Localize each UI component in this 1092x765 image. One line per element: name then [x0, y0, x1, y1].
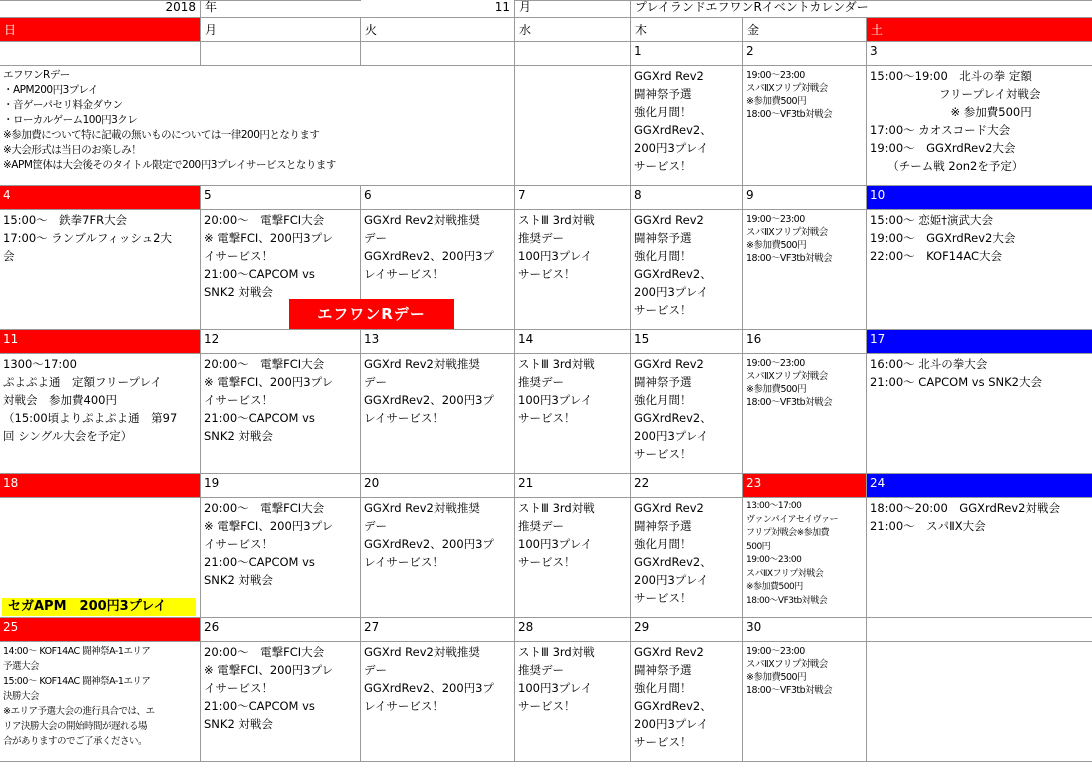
- event-cell-fri[interactable]: 19:00～23:00 スパⅡXフリプ対戦会 ※参加費500円 18:00～VF3tb対戦会: [743, 354, 867, 474]
- date-number[interactable]: 18: [0, 474, 201, 498]
- date-number[interactable]: 11: [0, 330, 201, 354]
- event-cell-sat[interactable]: 18:00～20:00 GGXrdRev2対戦会 21:00～ スパⅡX大会: [867, 498, 1092, 618]
- weekday-sat[interactable]: 土: [867, 18, 1092, 42]
- event-notice-cell[interactable]: エフワンRデー ・APM200円3プレイ ・音ゲーパセリ料金ダウン ・ローカルゲーム100円3クレ ※参加費について特に記載の無いものについては一律200円となります ※大会形式は当日のお楽しみ！ ※APM筐体は大会後そのタイトル限定で200円3プレイサービスとなります: [0, 66, 515, 186]
- event-cell-sun[interactable]: 14:00～ KOF14AC 闘神祭A-1エリア 予選大会 15:00～ KOF14AC 闘神祭A-1エリア 決勝大会 ※エリア予選大会の進行具合では、エ リア決勝大会の開始時間が遅れる場 合がありますのでご了承ください。: [0, 642, 201, 762]
- empty-cell[interactable]: [201, 42, 361, 66]
- event-cell-tue[interactable]: GGXrd Rev2対戦推奨 デー GGXrdRev2、200円3プ レイサービス！: [361, 642, 515, 762]
- event-cell-sat[interactable]: 16:00～ 北斗の拳大会 21:00～ CAPCOM vs SNK2大会: [867, 354, 1092, 474]
- event-cell-tue[interactable]: GGXrd Rev2対戦推奨 デー GGXrdRev2、200円3プ レイサービス！: [361, 210, 515, 330]
- date-number[interactable]: 9: [743, 186, 867, 210]
- year-unit-cell[interactable]: 年: [201, 0, 515, 18]
- event-cell-tue[interactable]: GGXrd Rev2対戦推奨 デー GGXrdRev2、200円3プ レイサービス！: [361, 354, 515, 474]
- event-cell-mon[interactable]: 20:00～ 電撃FCI大会 ※ 電撃FCI、200円3プレ イサービス！ 21:00～CAPCOM vs SNK2 対戦会: [201, 498, 361, 618]
- event-cell-tue[interactable]: GGXrd Rev2対戦推奨 デー GGXrdRev2、200円3プ レイサービス！: [361, 498, 515, 618]
- event-cell-sun[interactable]: 1300～17:00 ぷよぷよ通 定額フリープレイ 対戦会 参加費400円 （15:00頃よりぷよぷよ通 第97 回 シングル大会を予定）: [0, 354, 201, 474]
- date-number[interactable]: 2: [743, 42, 867, 66]
- date-number[interactable]: 19: [201, 474, 361, 498]
- date-number[interactable]: 17: [867, 330, 1092, 354]
- date-number[interactable]: 21: [515, 474, 631, 498]
- event-cell-sun[interactable]: 15:00～ 鉄拳7FR大会 17:00～ ランブルフィッシュ2大 会: [0, 210, 201, 330]
- event-cell-fri[interactable]: 19:00～23:00 スパⅡXフリプ対戦会 ※参加費500円 18:00～VF3tb対戦会: [743, 210, 867, 330]
- event-cell-wed[interactable]: ストⅢ 3rd対戦 推奨デー 100円3プレイ サービス！: [515, 498, 631, 618]
- date-number[interactable]: 6: [361, 186, 515, 210]
- weekday-thu[interactable]: 木: [631, 18, 743, 42]
- f1r-day-banner: エフワンRデー: [289, 299, 454, 329]
- weekday-tue[interactable]: 火: [361, 18, 515, 42]
- date-number[interactable]: 30: [743, 618, 867, 642]
- date-number[interactable]: 24: [867, 474, 1092, 498]
- date-number[interactable]: 1: [631, 42, 743, 66]
- date-number[interactable]: 10: [867, 186, 1092, 210]
- event-cell-wed[interactable]: ストⅢ 3rd対戦 推奨デー 100円3プレイ サービス！: [515, 210, 631, 330]
- date-number[interactable]: 29: [631, 618, 743, 642]
- date-number[interactable]: 3: [867, 42, 1092, 66]
- date-number[interactable]: 8: [631, 186, 743, 210]
- date-number[interactable]: 22: [631, 474, 743, 498]
- date-number[interactable]: 7: [515, 186, 631, 210]
- empty-cell[interactable]: [867, 618, 1092, 642]
- month-unit-cell[interactable]: 月: [515, 0, 631, 18]
- event-cell-sat[interactable]: 15:00～19:00 北斗の拳 定額 フリープレイ対戦会 ※ 参加費500円 17:00～ カオスコード大会 19:00～ GGXrdRev2大会 （チーム戦 2on2を予定）: [867, 66, 1092, 186]
- date-number[interactable]: 27: [361, 618, 515, 642]
- date-number[interactable]: 23: [743, 474, 867, 498]
- event-cell-thu[interactable]: GGXrd Rev2 闘神祭予選 強化月間！ GGXrdRev2、 200円3プレイ サービス！: [631, 354, 743, 474]
- date-number[interactable]: 20: [361, 474, 515, 498]
- event-cell-thu[interactable]: GGXrd Rev2 闘神祭予選 強化月間！ GGXrdRev2、 200円3プレイ サービス！: [631, 210, 743, 330]
- event-cell-thu[interactable]: GGXrd Rev2 闘神祭予選 強化月間！ GGXrdRev2、 200円3プレイ サービス！: [631, 66, 743, 186]
- year-cell[interactable]: 2018: [0, 0, 201, 18]
- date-number[interactable]: 15: [631, 330, 743, 354]
- date-number[interactable]: 14: [515, 330, 631, 354]
- weekday-wed[interactable]: 水: [515, 18, 631, 42]
- event-cell-fri[interactable]: 19:00～23:00 スパⅡXフリプ対戦会 ※参加費500円 18:00～VF3tb対戦会: [743, 66, 867, 186]
- sega-apm-banner: セガAPM 200円3プレイ: [2, 598, 196, 616]
- date-number[interactable]: 28: [515, 618, 631, 642]
- date-number[interactable]: 12: [201, 330, 361, 354]
- empty-cell[interactable]: [515, 42, 631, 66]
- weekday-sun[interactable]: 日: [0, 18, 201, 42]
- calendar-title[interactable]: プレイランドエフワンRイベントカレンダー: [631, 0, 1092, 18]
- event-cell-wed[interactable]: ストⅢ 3rd対戦 推奨デー 100円3プレイ サービス！: [515, 642, 631, 762]
- event-cell-fri[interactable]: 13:00～17:00 ヴァンパイアセイヴァー フリプ対戦会※参加費 500円 19:00～23:00 スパⅡXフリプ対戦会 ※参加費500円 18:00～VF3tb対戦会: [743, 498, 867, 618]
- event-cell-mon[interactable]: 20:00～ 電撃FCI大会 ※ 電撃FCI、200円3プレ イサービス！ 21:00～CAPCOM vs SNK2 対戦会: [201, 354, 361, 474]
- date-number[interactable]: 16: [743, 330, 867, 354]
- date-number[interactable]: 26: [201, 618, 361, 642]
- event-cell-thu[interactable]: GGXrd Rev2 闘神祭予選 強化月間！ GGXrdRev2、 200円3プレイ サービス！: [631, 642, 743, 762]
- date-number[interactable]: 13: [361, 330, 515, 354]
- event-cell-mon[interactable]: 20:00～ 電撃FCI大会 ※ 電撃FCI、200円3プレ イサービス！ 21:00～CAPCOM vs SNK2 対戦会: [201, 210, 361, 330]
- empty-cell[interactable]: [361, 42, 515, 66]
- event-cell-thu[interactable]: GGXrd Rev2 闘神祭予選 強化月間！ GGXrdRev2、 200円3プレイ サービス！: [631, 498, 743, 618]
- event-cell-fri[interactable]: 19:00～23:00 スパⅡXフリプ対戦会 ※参加費500円 18:00～VF3tb対戦会: [743, 642, 867, 762]
- empty-cell[interactable]: [515, 66, 631, 186]
- empty-cell[interactable]: [0, 42, 201, 66]
- month-cell[interactable]: 11: [361, 0, 515, 18]
- weekday-mon[interactable]: 月: [201, 18, 361, 42]
- weekday-fri[interactable]: 金: [743, 18, 867, 42]
- empty-cell[interactable]: [867, 642, 1092, 762]
- date-number[interactable]: 5: [201, 186, 361, 210]
- event-cell-sat[interactable]: 15:00～ 恋姫†演武大会 19:00～ GGXrdRev2大会 22:00～ KOF14AC大会: [867, 210, 1092, 330]
- event-cell-mon[interactable]: 20:00～ 電撃FCI大会 ※ 電撃FCI、200円3プレ イサービス！ 21:00～CAPCOM vs SNK2 対戦会: [201, 642, 361, 762]
- event-cell-wed[interactable]: ストⅢ 3rd対戦 推奨デー 100円3プレイ サービス！: [515, 354, 631, 474]
- date-number[interactable]: 4: [0, 186, 201, 210]
- date-number[interactable]: 25: [0, 618, 201, 642]
